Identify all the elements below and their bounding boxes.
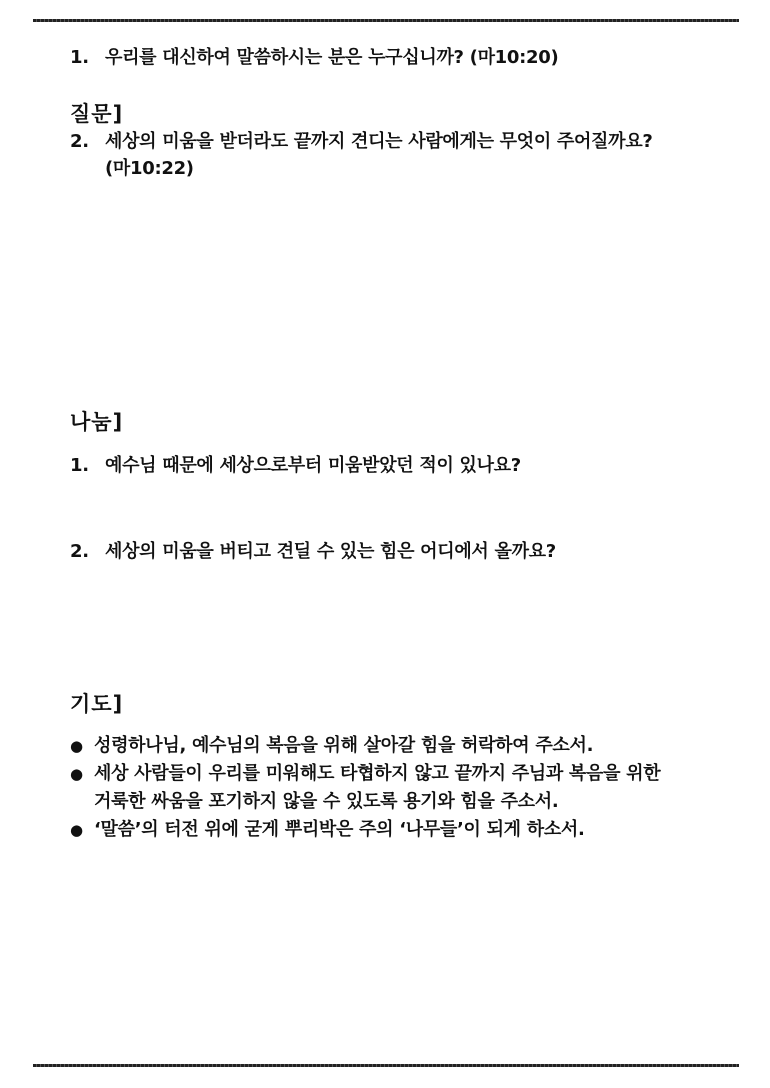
sharing-text: 예수님 때문에 세상으로부터 미움받았던 적이 있나요? [105, 455, 521, 476]
prayer-text: 세상 사람들이 우리를 미워해도 타협하지 않고 끝까지 주님과 복음을 위한 거룩한 싸움을 포기하지 않을 수 있도록 용기와 힘을 주소서. [94, 763, 661, 812]
question-text: 우리를 대신하여 말씀하시는 분은 누구십니까? (마10:20) [105, 47, 559, 68]
section-title-questions: 질문] [70, 102, 124, 126]
top-border-line [33, 19, 739, 22]
bullet-icon: ● [70, 737, 83, 755]
sharing-number: 2. [70, 541, 89, 562]
prayer-text: 성령하나님, 예수님의 복음을 위해 살아갈 힘을 허락하여 주소서. [94, 735, 594, 756]
question-number: 1. [70, 47, 89, 68]
bullet-icon: ● [70, 765, 83, 783]
sharing-text: 세상의 미움을 버티고 견딜 수 있는 힘은 어디에서 올까요? [105, 541, 556, 562]
question-number: 2. [70, 131, 89, 152]
sharing-item-1 [70, 452, 710, 479]
sharing-number: 1. [70, 455, 89, 476]
question-text: 세상의 미움을 받더라도 끝까지 견디는 사람에게는 무엇이 주어질까요? (마10:22) [105, 131, 653, 179]
section-title-prayer: 기도] [70, 692, 124, 716]
sharing-item-2 [70, 538, 710, 565]
bullet-icon: ● [70, 821, 83, 839]
prayer-item-2 [70, 760, 695, 816]
prayer-item-1 [70, 732, 695, 760]
section-title-sharing: 나눔] [70, 410, 124, 434]
question-item-1 [70, 44, 710, 71]
bottom-border-line [33, 1064, 739, 1067]
question-item-2 [70, 128, 710, 182]
prayer-text: ‘말씀’의 터전 위에 굳게 뿌리박은 주의 ‘나무들’이 되게 하소서. [94, 819, 585, 840]
prayer-item-3 [70, 816, 695, 844]
prayer-list [70, 732, 695, 844]
